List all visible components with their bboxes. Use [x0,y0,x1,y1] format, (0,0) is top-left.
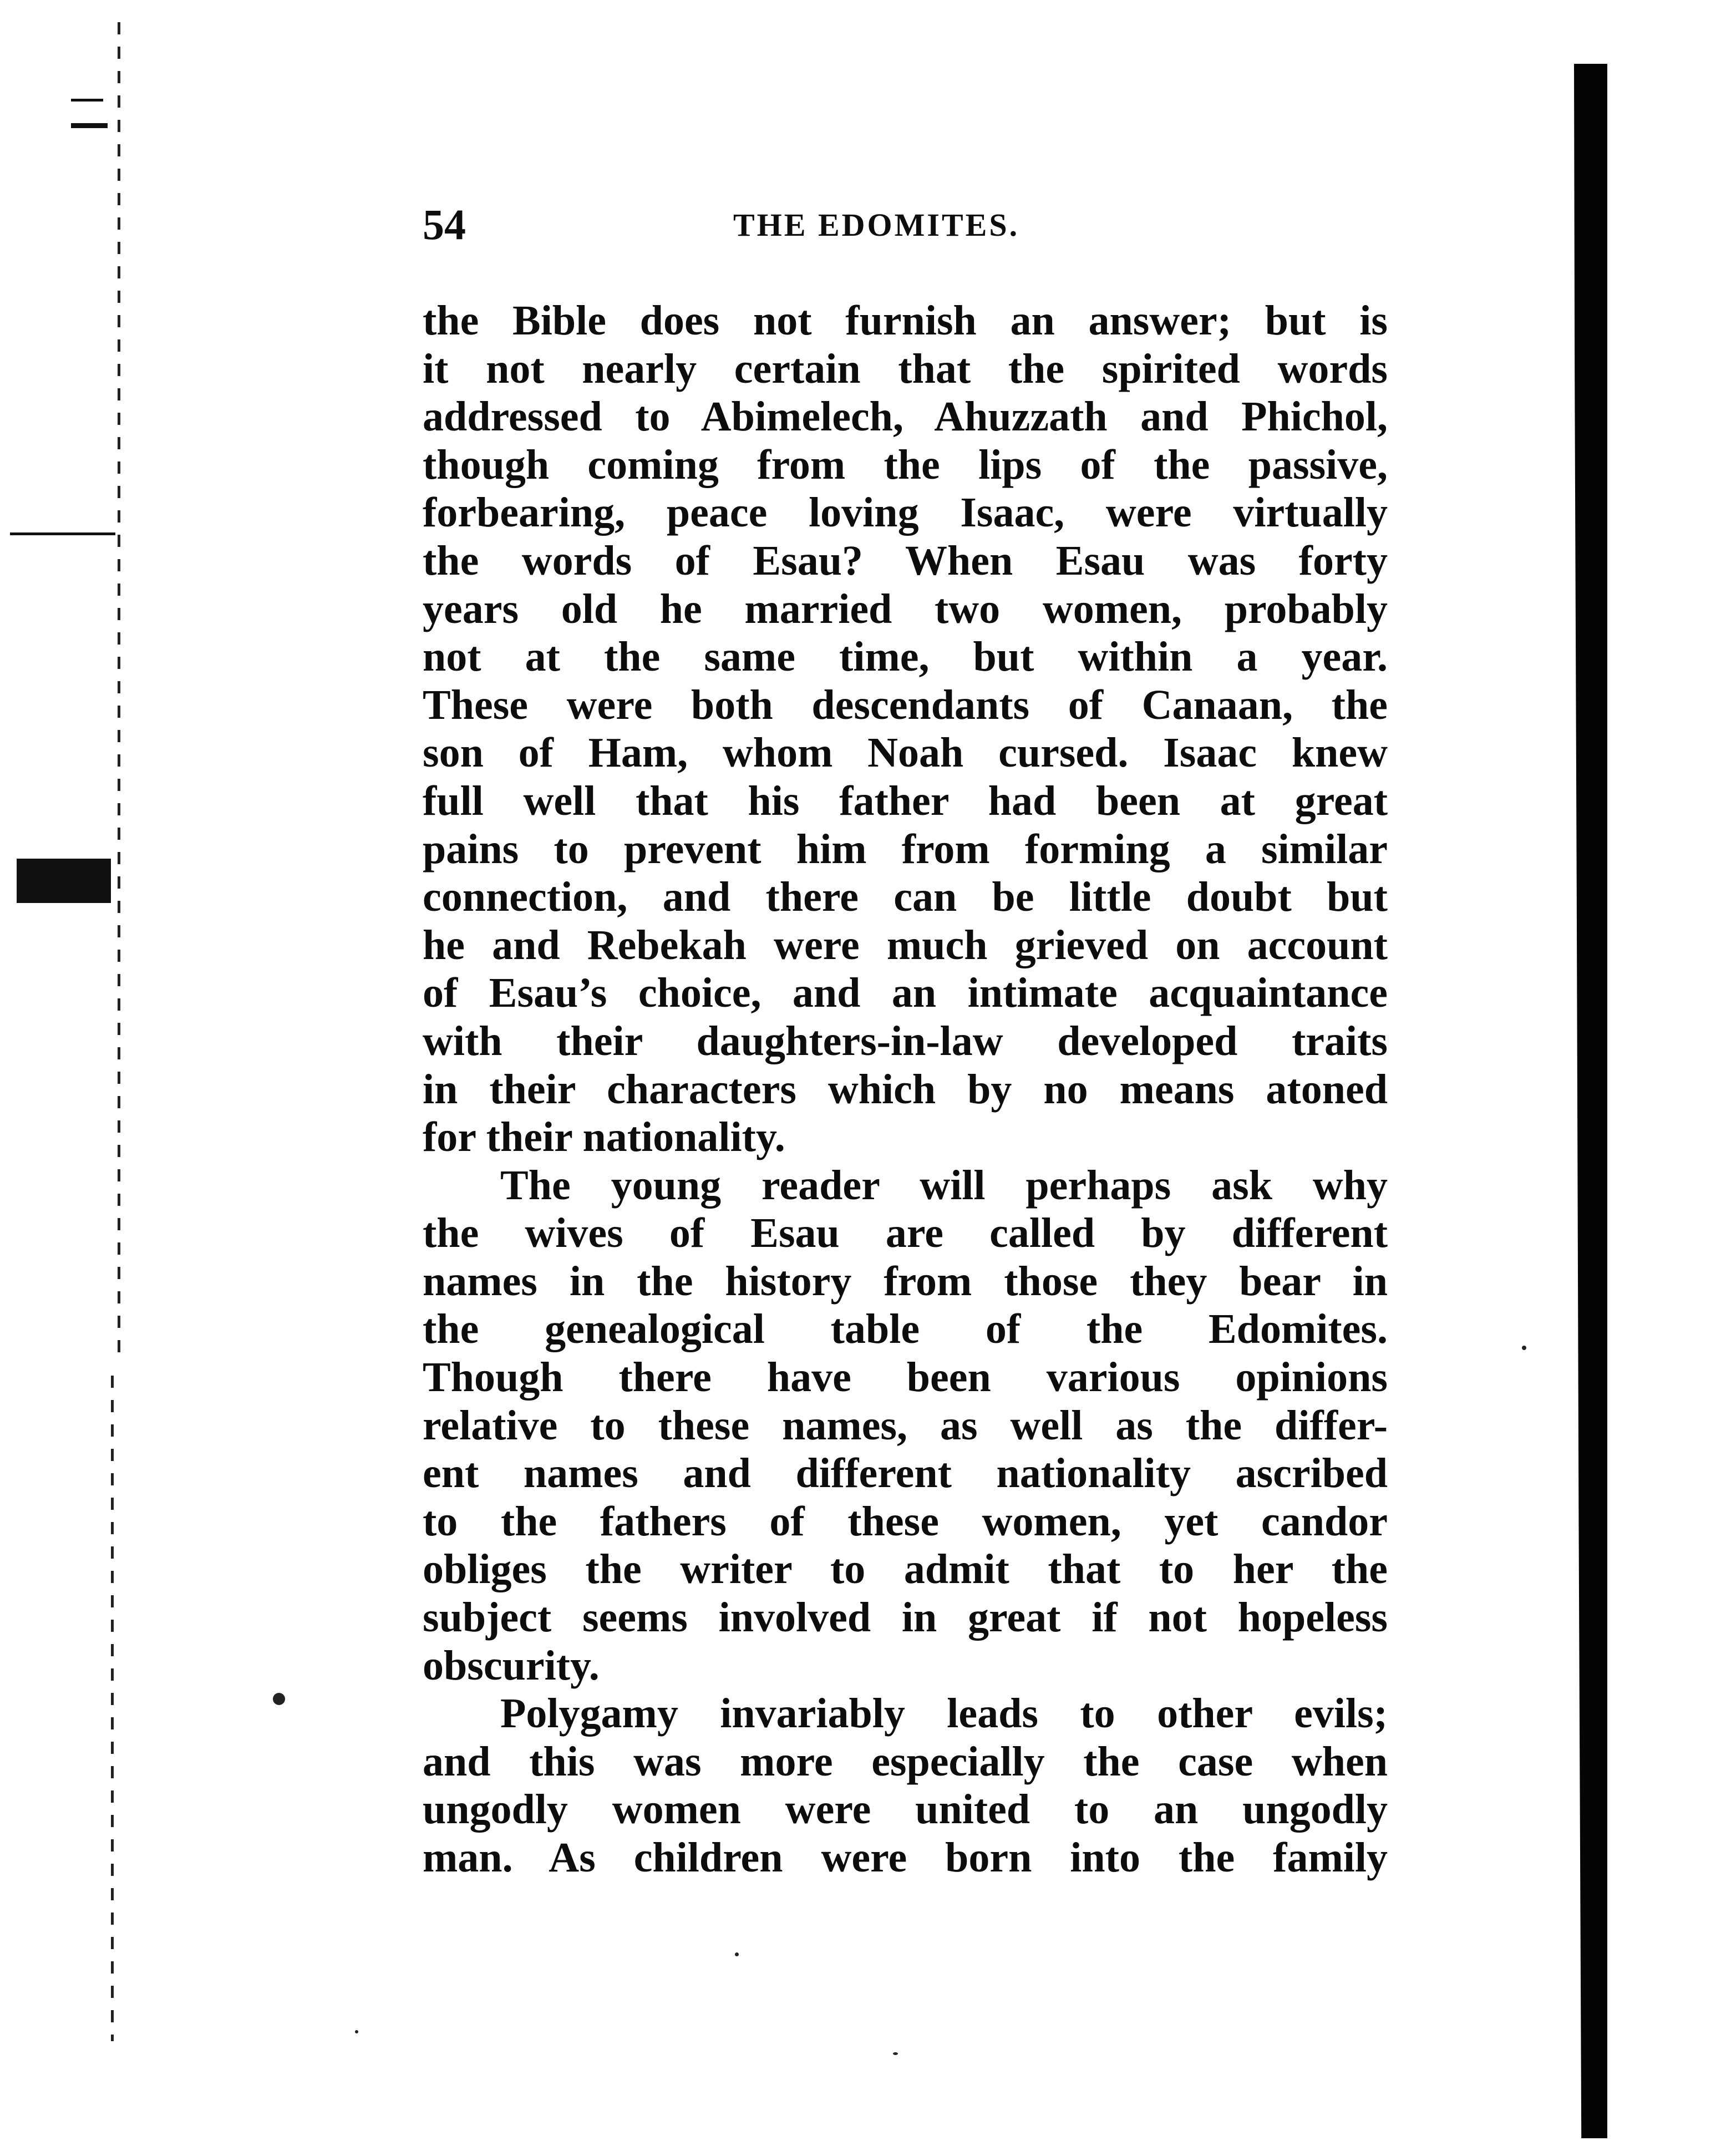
text-line: and this was more especially the case when [423,1738,1388,1785]
scan-artifact-speck [355,2030,358,2033]
scan-artifact-rule [10,532,115,535]
text-line: though coming from the lips of the passive, [423,441,1388,488]
text-line: the wives of Esau are called by different [423,1210,1388,1257]
text-line: the Bible does not furnish an answer; but is [423,297,1388,344]
text-line: pains to prevent him from forming a similar [423,825,1388,872]
text-body [423,297,1388,1882]
running-head [423,200,1388,255]
text-line: to the fathers of these women, yet candor [423,1498,1388,1545]
text-line: it not nearly certain that the spirited words [423,345,1388,392]
text-line: with their daughters-in-law developed traits [423,1017,1388,1064]
text-line: names in the history from those they bear in [423,1257,1388,1305]
scan-artifact-speck [273,1693,285,1705]
scan-artifact-dash [71,123,108,128]
scan-artifact-speck [735,1952,739,1956]
binding-edge-shadow [1574,64,1607,2138]
text-line: not at the same time, but within a year. [423,633,1388,681]
text-line: he and Rebekah were much grieved on account [423,921,1388,968]
scan-artifact-speck [893,2052,898,2055]
text-line: Though there have been various opinions [423,1354,1388,1401]
text-line: relative to these names, as well as the differ- [423,1402,1388,1449]
text-line: The young reader will perhaps ask why [500,1161,1388,1209]
paragraph-1 [423,297,1388,1161]
text-line: full well that his father had been at great [423,777,1388,824]
text-line: the genealogical table of the Edomites. [423,1306,1388,1353]
scan-artifact-margin-line [111,1376,114,2041]
text-line: ungodly women were united to an ungodly [423,1786,1388,1833]
text-line: the words of Esau? When Esau was forty [423,537,1388,584]
text-line: son of Ham, whom Noah cursed. Isaac knew [423,729,1388,777]
text-line: connection, and there can be little doubt but [423,874,1388,921]
scan-artifact-dash [71,99,103,102]
scan-artifact-margin-line [118,22,120,1353]
text-line: obscurity. [423,1642,600,1689]
paragraph-2 [423,1161,1388,1690]
header-title: THE EDOMITES. [733,207,1020,243]
text-line: of Esau’s choice, and an intimate acquaintance [423,970,1388,1017]
text-line: obliges the writer to admit that to her the [423,1546,1388,1593]
text-line: man. As children were born into the family [423,1834,1388,1881]
text-line: Polygamy invariably leads to other evils; [500,1690,1388,1737]
scan-artifact-block [17,859,111,903]
text-line: forbearing, peace loving Isaac, were virtually [423,489,1388,536]
scan-artifact-speck [1522,1346,1526,1350]
text-line: for their nationality. [423,1114,785,1161]
text-line: addressed to Abimelech, Ahuzzath and Phichol, [423,393,1388,440]
paragraph-3 [423,1690,1388,1881]
text-line: These were both descendants of Canaan, the [423,681,1388,728]
text-line: subject seems involved in great if not hopeless [423,1594,1388,1641]
text-line: ent names and different nationality ascribed [423,1450,1388,1497]
text-line: in their characters which by no means atoned [423,1066,1388,1113]
text-line: years old he married two women, probably [423,585,1388,632]
page-number: 54 [423,200,466,248]
